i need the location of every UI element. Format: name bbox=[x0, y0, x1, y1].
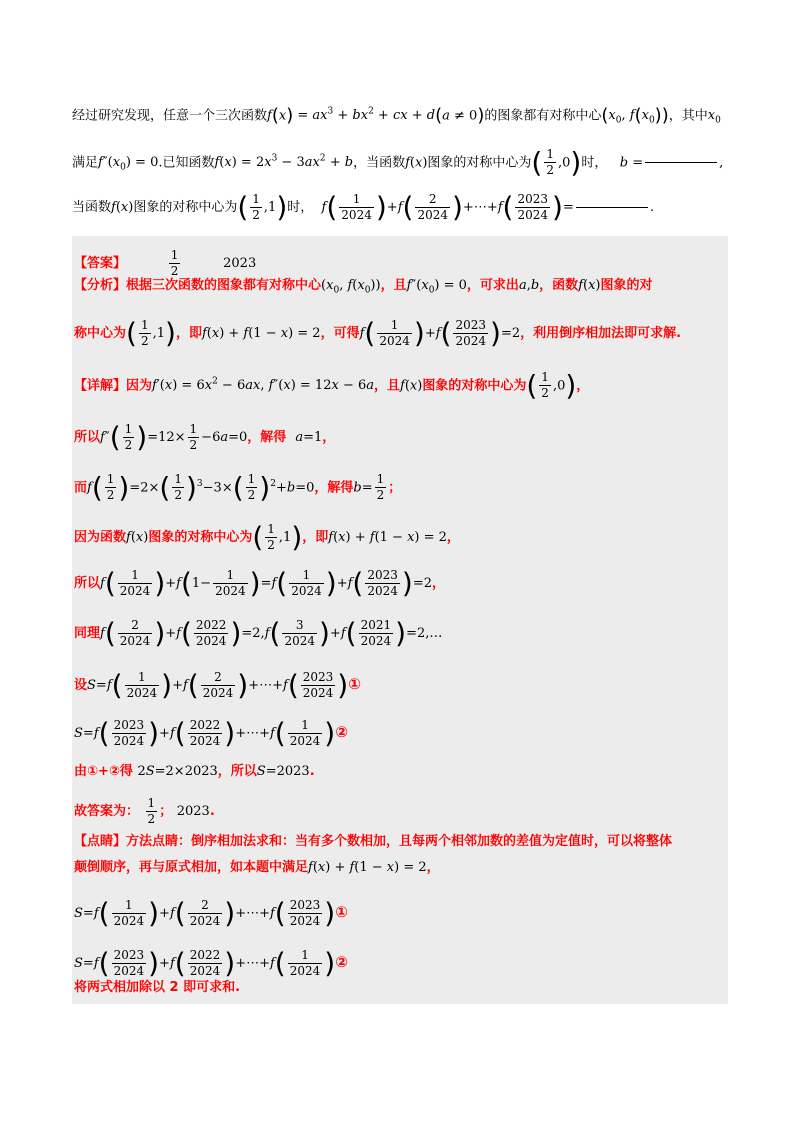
tips-line-5: 将两式相加除以 2 即可求和. bbox=[74, 980, 241, 995]
q-text: 当函数 bbox=[72, 200, 112, 215]
tips-line-2: 颠倒顺序，再与原式相加，如本题中满足f(x) + f(1 − x) = 2， bbox=[74, 860, 440, 875]
detail-line-6: 同理f( $\frac{2}{2024}$ )+f( $\frac{2022}{2024}$ )=2,f( $\frac{3}{2024}$ )+f( $\frac{2021}{2024}$ )=2,… bbox=[74, 616, 443, 650]
q-text: ，当函数 bbox=[353, 155, 406, 171]
detail-line-7: 设S=f( $\frac{1}{2024}$ )+f( $\frac{2}{2024}$ )+⋯+f( $\frac{2023}{2024}$ )① bbox=[74, 668, 361, 702]
formula: f bbox=[267, 108, 272, 124]
q-text: 经过研究发现，任意一个三次函数 bbox=[72, 108, 268, 124]
detail-line-2: 所以f″( $\frac{1}{2}$ )=12× $\frac{1}{2}$ −6a=0，解得 a=1， bbox=[74, 420, 336, 454]
analysis-line-2: 称中心为( $\frac{1}{2}$ ,1)，即f(x) + f(1 − x) = 2，可得f( $\frac{1}{2024}$ )+f( $\frac{2023}{2024}$ )=2，利用倒序相加法即可求解. bbox=[74, 316, 682, 350]
question-line-1: 经过研究发现，任意一个三次函数$f(x) = ax^3 + bx^2$ + cx + d(a ≠ 0)的图象都有对称中心($x_0$, $f(x_0)$)，其中$x_0$ bbox=[72, 104, 721, 126]
answer-value-2: 2023 bbox=[223, 256, 257, 271]
answer-label: 【答案】 bbox=[74, 256, 127, 271]
q-text: 图象的对称中心为 bbox=[427, 155, 532, 171]
question-line-2: 满足$f''(x_0) = 0$.已知函数$f(x) = 2x^3 - 3ax^2 + b$，当函数f(x)图象的对称中心为( $\frac{1}{2}$ ,0)时， b = , bbox=[72, 145, 724, 179]
tips-line-1: 【点睛】方法点睛：倒序相加法求和：当有多个数相加，且每两个相邻加数的差值为定值时，可以将整体 bbox=[74, 834, 673, 849]
q-text: 的图象都有对称中心 bbox=[484, 108, 602, 124]
q-text: 图象的对称中心为 bbox=[133, 200, 238, 215]
q-text: ，其中 bbox=[668, 108, 708, 124]
detail-line-1: 【详解】因为$f'(x) = 6x^2 - 6ax$, f″(x) = 12x − 6a，且f(x)图象的对称中心为( $\frac{1}{2}$ ,0)， bbox=[74, 368, 590, 402]
detail-line-3: 而f( $\frac{1}{2}$ )=2×( $\frac{1}{2}$ )$^3$−3×( $\frac{1}{2}$ )$^2$+b=0，解得b= $\frac{1}{2}$ ； bbox=[74, 470, 402, 504]
tips-line-3: S=f( $\frac{1}{2024}$ )+f( $\frac{2}{2024}$ )+⋯+f( $\frac{2023}{2024}$ )① bbox=[74, 896, 348, 930]
q-text: 时， bbox=[581, 155, 608, 171]
answer-blank-2[interactable] bbox=[576, 207, 648, 208]
answer-blank-1[interactable] bbox=[645, 162, 717, 163]
answer-line: 【答案】 $\frac{1}{2}$ 2023 bbox=[74, 248, 257, 278]
q-text: .已知函数 bbox=[158, 155, 215, 171]
tips-line-4: S=f( $\frac{2023}{2024}$ )+f( $\frac{2022}{2024}$ )+⋯+f( $\frac{1}{2024}$ )② bbox=[74, 946, 348, 980]
detail-line-5: 所以f( $\frac{1}{2024}$ )+f(1− $\frac{1}{2024}$ )=f( $\frac{1}{2024}$ )+f( $\frac{2023}{2024}$ )=2， bbox=[74, 566, 446, 600]
solution-panel bbox=[72, 236, 728, 1004]
analysis-line-1: 【分析】根据三次函数的图象都有对称中心($x_0$, $f(x_0)$)，且$f''(x_0) = 0$，可求出a,b，函数f(x)图象的对 bbox=[74, 278, 653, 296]
detail-line-9: 由①+②得 2S=2×2023，所以S=2023. bbox=[74, 764, 315, 779]
detail-line-10: 故答案为： $\frac{1}{2}$ ； 2023. bbox=[74, 796, 215, 826]
detail-line-8: S=f( $\frac{2023}{2024}$ )+f( $\frac{2022}{2024}$ )+⋯+f( $\frac{1}{2024}$ )② bbox=[74, 716, 348, 750]
question-line-3: 当函数f(x)图象的对称中心为( $\frac{1}{2}$ ,1)时， f( $\frac{1}{2024}$ )+f( $\frac{2}{2024}$ )+⋯+f( $\frac{2023}{2024}$ )= . bbox=[72, 190, 654, 224]
q-text: 满足 bbox=[72, 155, 99, 171]
q-text: 时， bbox=[287, 200, 314, 215]
detail-line-4: 因为函数f(x)图象的对称中心为( $\frac{1}{2}$ ,1)，即f(x) + f(1 − x) = 2， bbox=[74, 520, 460, 554]
